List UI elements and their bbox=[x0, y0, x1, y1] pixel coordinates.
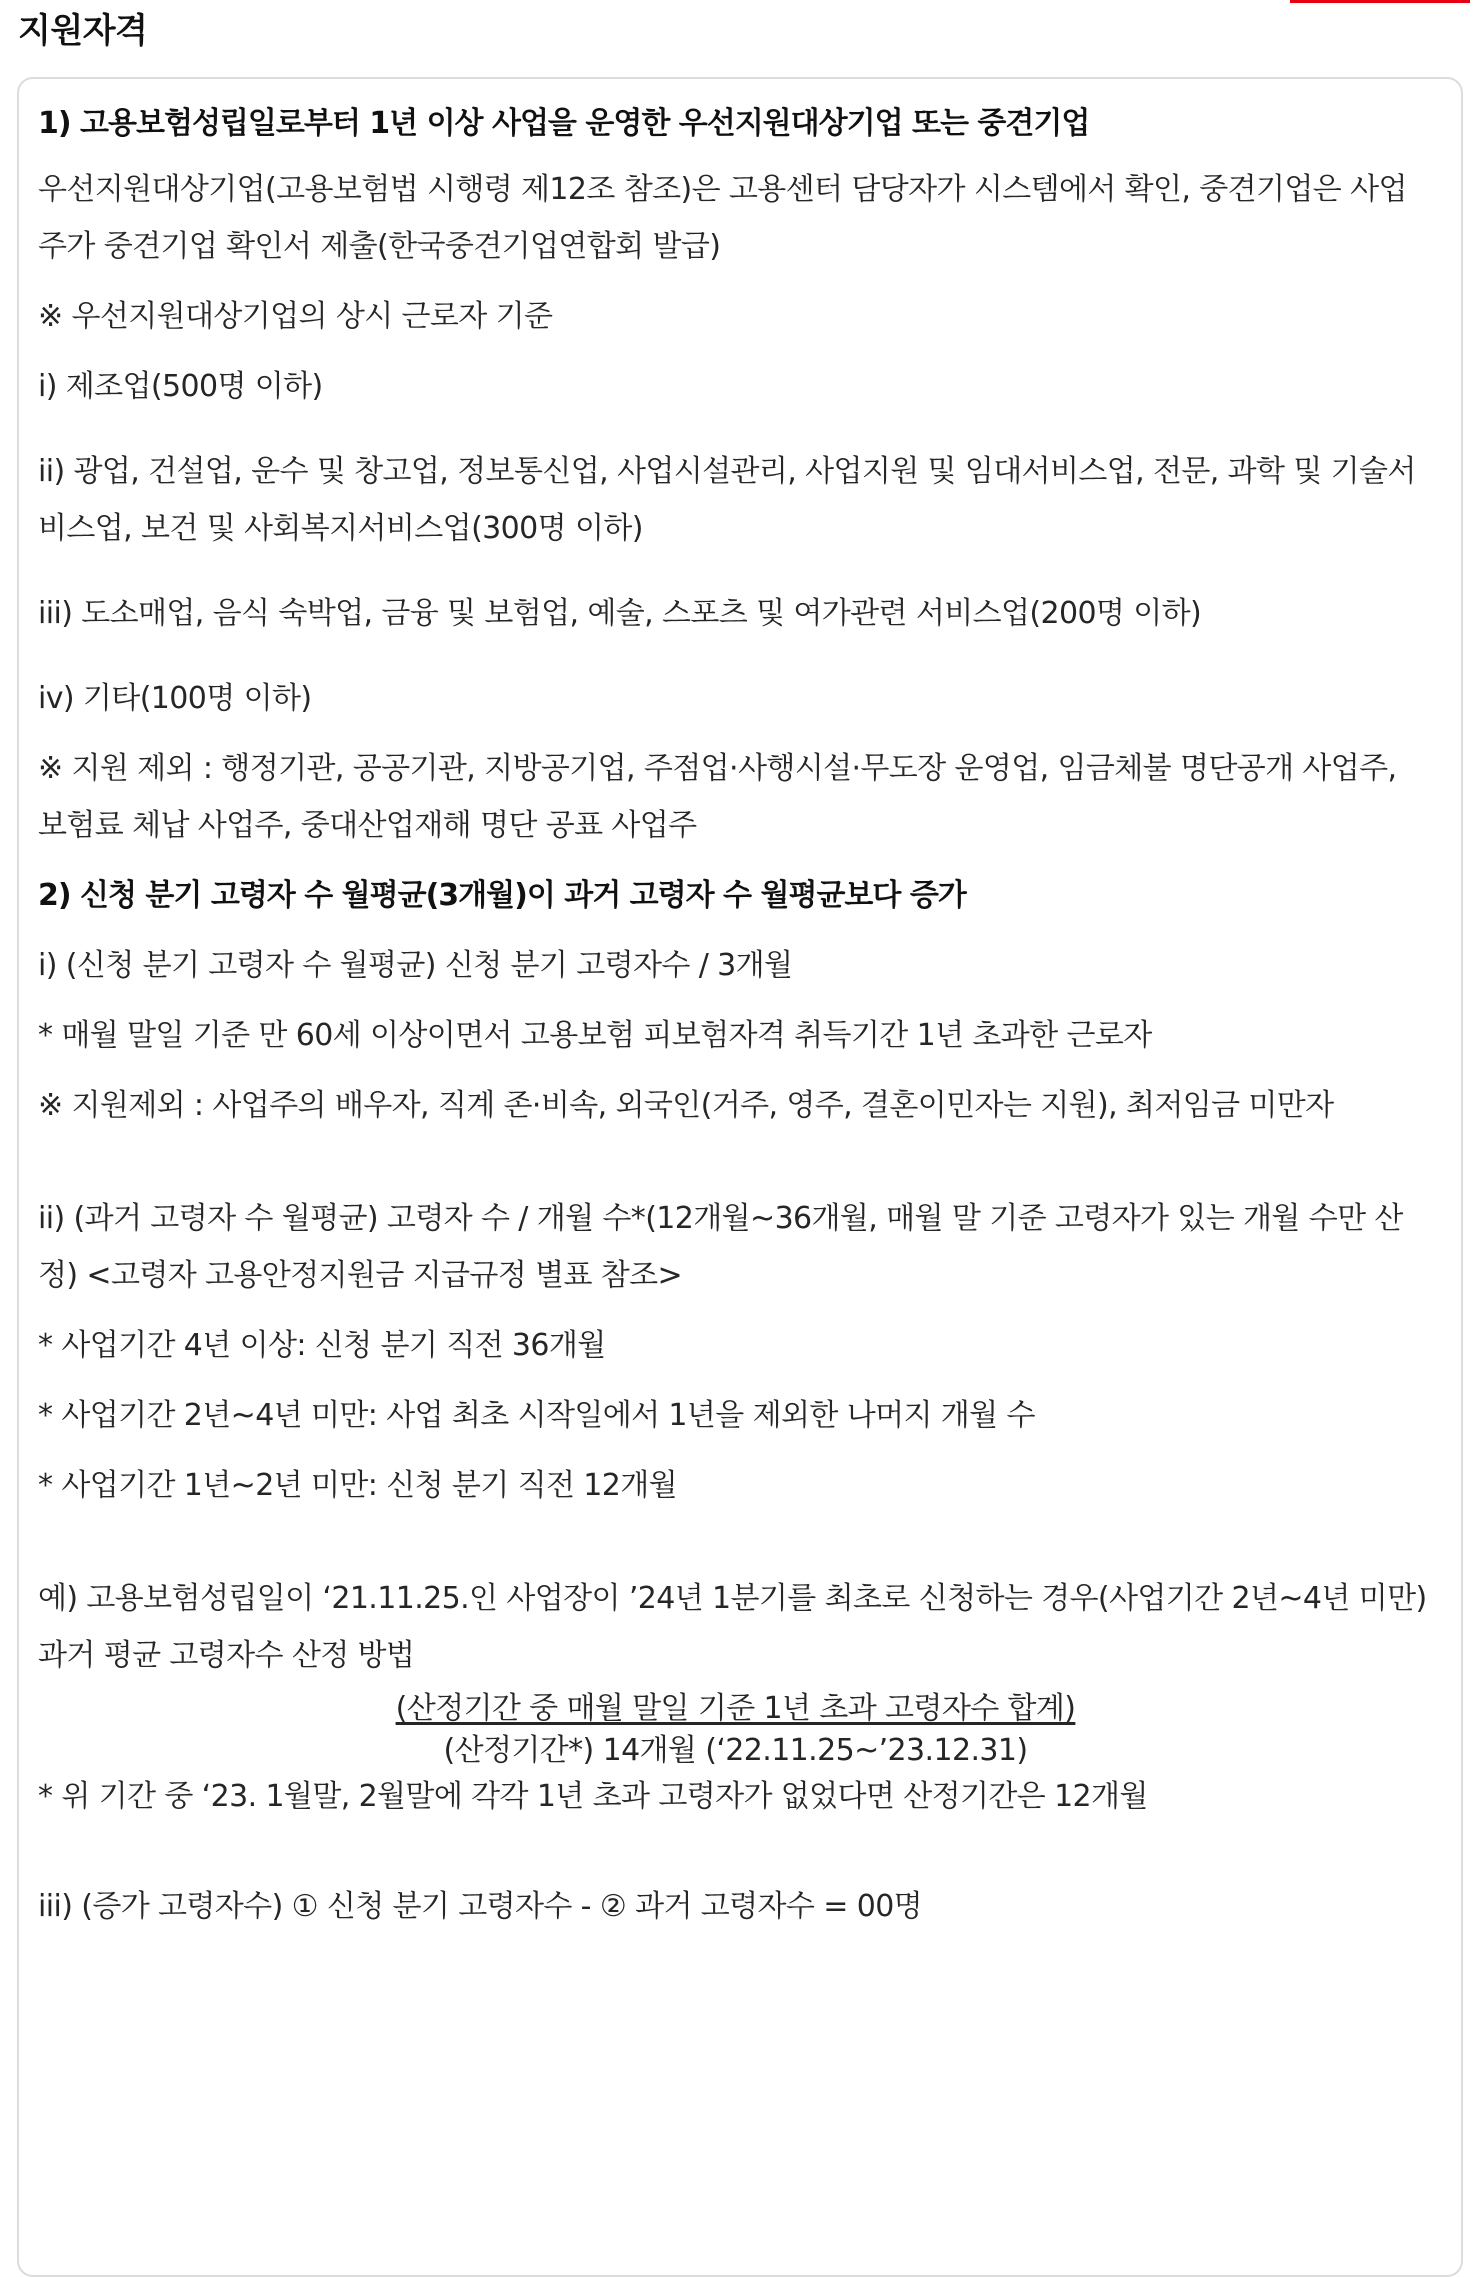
period-rule-3: * 사업기간 1년~2년 미만: 신청 분기 직전 12개월 bbox=[38, 1468, 678, 1503]
standard-i: i) 제조업(500명 이하) bbox=[38, 369, 323, 404]
example-text: 예) 고용보험성립일이 ‘21.11.25.인 사업장이 ’24년 1분기를 최초로 신청하는 경우(사업기간 2년~4년 미만) 과거 평균 고령자수 산정 방법 bbox=[38, 1581, 1427, 1673]
standard-ii: ii) 광업, 건설업, 운수 및 창고업, 정보통신업, 사업시설관리, 사업지원 및 임대서비스업, 전문, 과학 및 기술서비스업, 보건 및 사회복지서비스업(300명 이하) bbox=[38, 454, 1416, 546]
period-rule-1: * 사업기간 4년 이상: 신청 분기 직전 36개월 bbox=[38, 1328, 606, 1363]
standard-iii: iii) 도소매업, 음식 숙박업, 금융 및 보험업, 예술, 스포츠 및 여가관련 서비스업(200명 이하) bbox=[38, 596, 1202, 631]
formula-numerator: (산정기간 중 매월 말일 기준 1년 초과 고령자수 합계) bbox=[395, 1691, 1076, 1726]
standard-note: ※ 우선지원대상기업의 상시 근로자 기준 bbox=[38, 299, 553, 334]
item1-description: 우선지원대상기업(고용보험법 시행령 제12조 참조)은 고용센터 담당자가 시스템에서 확인, 중견기업은 사업주가 중견기업 확인서 제출(한국중견기업연합회 발급) bbox=[38, 172, 1407, 264]
exclusion-note-2: ※ 지원제외 : 사업주의 배우자, 직계 존·비속, 외국인(거주, 영주, 결혼이민자는 지원), 최저임금 미만자 bbox=[38, 1088, 1334, 1123]
eligibility-content bbox=[38, 95, 1433, 1935]
formula-numerator-line bbox=[38, 1688, 1433, 1730]
item2-ii: ii) (과거 고령자 수 월평균) 고령자 수 / 개월 수*(12개월~36개월, 매월 말 기준 고령자가 있는 개월 수만 산정) <고령자 고용안정지원금 지급규정 별표 참조> bbox=[38, 1201, 1403, 1293]
item2-heading: 2) 신청 분기 고령자 수 월평균(3개월)이 과거 고령자 수 월평균보다 증가 bbox=[38, 878, 966, 913]
standard-iv: iv) 기타(100명 이하) bbox=[38, 681, 312, 716]
section-title: 지원자격 bbox=[18, 11, 148, 51]
accent-bar bbox=[1290, 0, 1470, 3]
item2-i: i) (신청 분기 고령자 수 월평균) 신청 분기 고령자수 / 3개월 bbox=[38, 948, 793, 983]
exclusion-note-1: ※ 지원 제외 : 행정기관, 공공기관, 지방공기업, 주점업·사행시설·무도장 운영업, 임금체불 명단공개 사업주, 보험료 체납 사업주, 중대산업재해 명단 공표 사업주 bbox=[38, 751, 1397, 843]
formula-note: * 위 기간 중 ‘23. 1월말, 2월말에 각각 1년 초과 고령자가 없었다면 산정기간은 12개월 bbox=[38, 1779, 1148, 1814]
item1-heading: 1) 고용보험성립일로부터 1년 이상 사업을 운영한 우선지원대상기업 또는 중견기업 bbox=[38, 106, 1090, 141]
item2-i-note: * 매월 말일 기준 만 60세 이상이면서 고용보험 피보험자격 취득기간 1년 초과한 근로자 bbox=[38, 1018, 1152, 1053]
period-rule-2: * 사업기간 2년~4년 미만: 사업 최초 시작일에서 1년을 제외한 나머지 개월 수 bbox=[38, 1398, 1035, 1433]
formula-denominator: (산정기간*) 14개월 (‘22.11.25~’23.12.31) bbox=[443, 1733, 1028, 1768]
item2-iii: iii) (증가 고령자수) ① 신청 분기 고령자수 - ② 과거 고령자수 = 00명 bbox=[38, 1889, 923, 1924]
